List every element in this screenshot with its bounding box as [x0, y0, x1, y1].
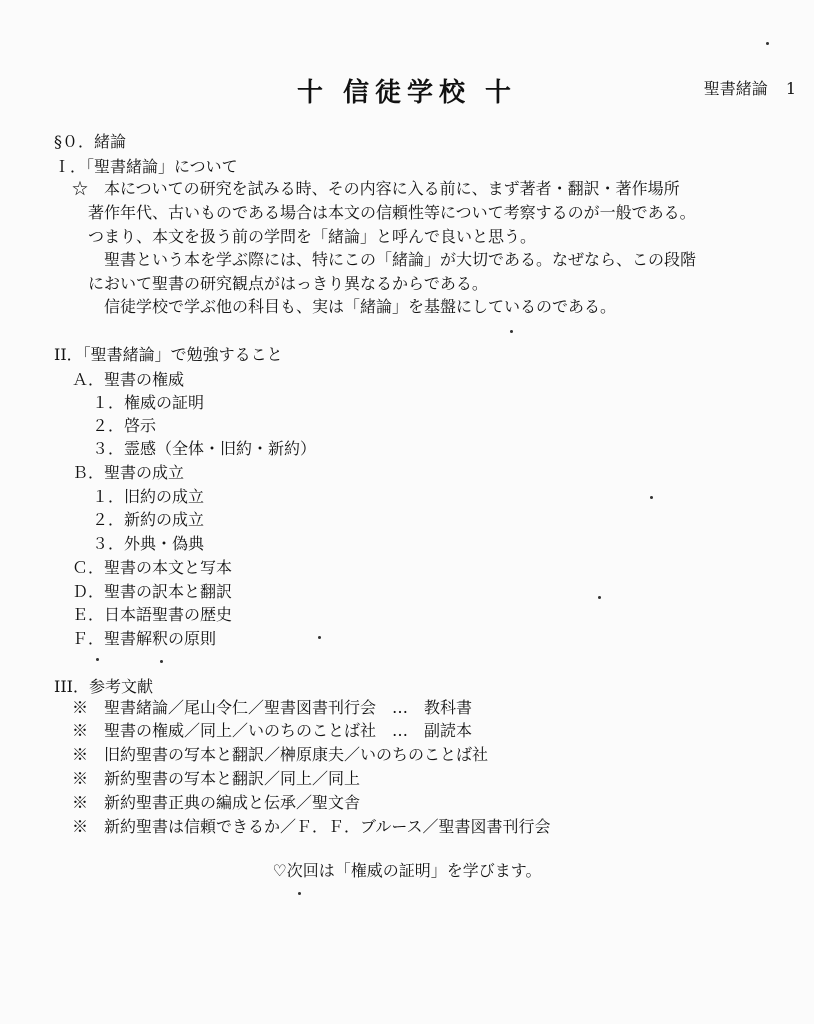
scan-speck — [766, 42, 769, 45]
part2-heading: II．「聖書緒論」で勉強すること — [54, 345, 283, 364]
running-header — [704, 76, 796, 99]
scan-speck — [298, 892, 301, 895]
reference-item: ※ 新約聖書の写本と翻訳／同上／同上 — [72, 769, 361, 788]
cross-icon-left: 十 — [296, 78, 329, 108]
outline-item: Ｆ．聖書解釈の原則 — [72, 629, 217, 648]
outline-item: Ｂ．聖書の成立 — [72, 463, 185, 482]
page-title — [0, 72, 814, 109]
scan-speck — [598, 596, 601, 599]
reference-item: ※ 聖書緒論／尾山令仁／聖書図書刊行会 … 教科書 — [72, 698, 473, 717]
cross-icon-right: 十 — [485, 78, 518, 108]
part1-line: 聖書という本を学ぶ際には、特にこの「緒論」が大切である。なぜなら、この段階 — [104, 250, 697, 269]
closing-note: ♡次回は「権威の証明」を学びます。 — [272, 861, 542, 880]
outline-item: Ｃ．聖書の本文と写本 — [72, 558, 233, 577]
outline-item: Ｅ．日本語聖書の歴史 — [72, 605, 233, 624]
reference-item: ※ 新約聖書正典の編成と伝承／聖文舎 — [72, 793, 361, 812]
section-name: 聖書緒論 — [703, 79, 768, 98]
part1-heading: Ｉ．「聖書緒論」について — [54, 157, 238, 176]
part1-line: 信徒学校で学ぶ他の科目も、実は「緒論」を基盤にしているのである。 — [104, 297, 617, 316]
scan-speck — [510, 330, 513, 333]
outline-item: １．権威の証明 — [92, 393, 205, 412]
reference-item: ※ 旧約聖書の写本と翻訳／榊原康夫／いのちのことば社 — [72, 745, 489, 764]
part1-line: つまり、本文を扱う前の学問を「緒論」と呼んで良いと思う。 — [88, 227, 537, 246]
outline-item: １．旧約の成立 — [92, 487, 205, 506]
scan-speck — [160, 660, 163, 663]
section-heading: §０．緒論 — [54, 132, 127, 151]
scan-speck — [96, 658, 99, 661]
outline-item: ２．新約の成立 — [92, 510, 205, 529]
outline-item: ３．外典・偽典 — [92, 534, 205, 553]
part1-line: 著作年代、古いものである場合は本文の信頼性等について考察するのが一般である。 — [88, 203, 696, 222]
reference-item: ※ 新約聖書は信頼できるか／Ｆ．Ｆ．ブルース／聖書図書刊行会 — [72, 817, 551, 836]
scan-speck — [650, 496, 653, 499]
scan-speck — [318, 636, 321, 639]
part1-line: ☆ 本についての研究を試みる時、その内容に入る前に、まず著者・翻訳・著作場所 — [72, 179, 680, 198]
part3-heading: III．参考文献 — [54, 677, 153, 696]
page-number: 1 — [785, 79, 796, 98]
outline-item: Ａ．聖書の権威 — [72, 370, 185, 389]
outline-item: Ｄ．聖書の訳本と翻訳 — [72, 582, 233, 601]
title-text: 信徒学校 — [342, 78, 471, 108]
reference-item: ※ 聖書の権威／同上／いのちのことば社 … 副読本 — [72, 721, 473, 740]
part1-line: において聖書の研究観点がはっきり異なるからである。 — [88, 274, 488, 293]
outline-item: ３．霊感（全体・旧約・新約） — [92, 439, 317, 458]
outline-item: ２．啓示 — [92, 416, 157, 435]
